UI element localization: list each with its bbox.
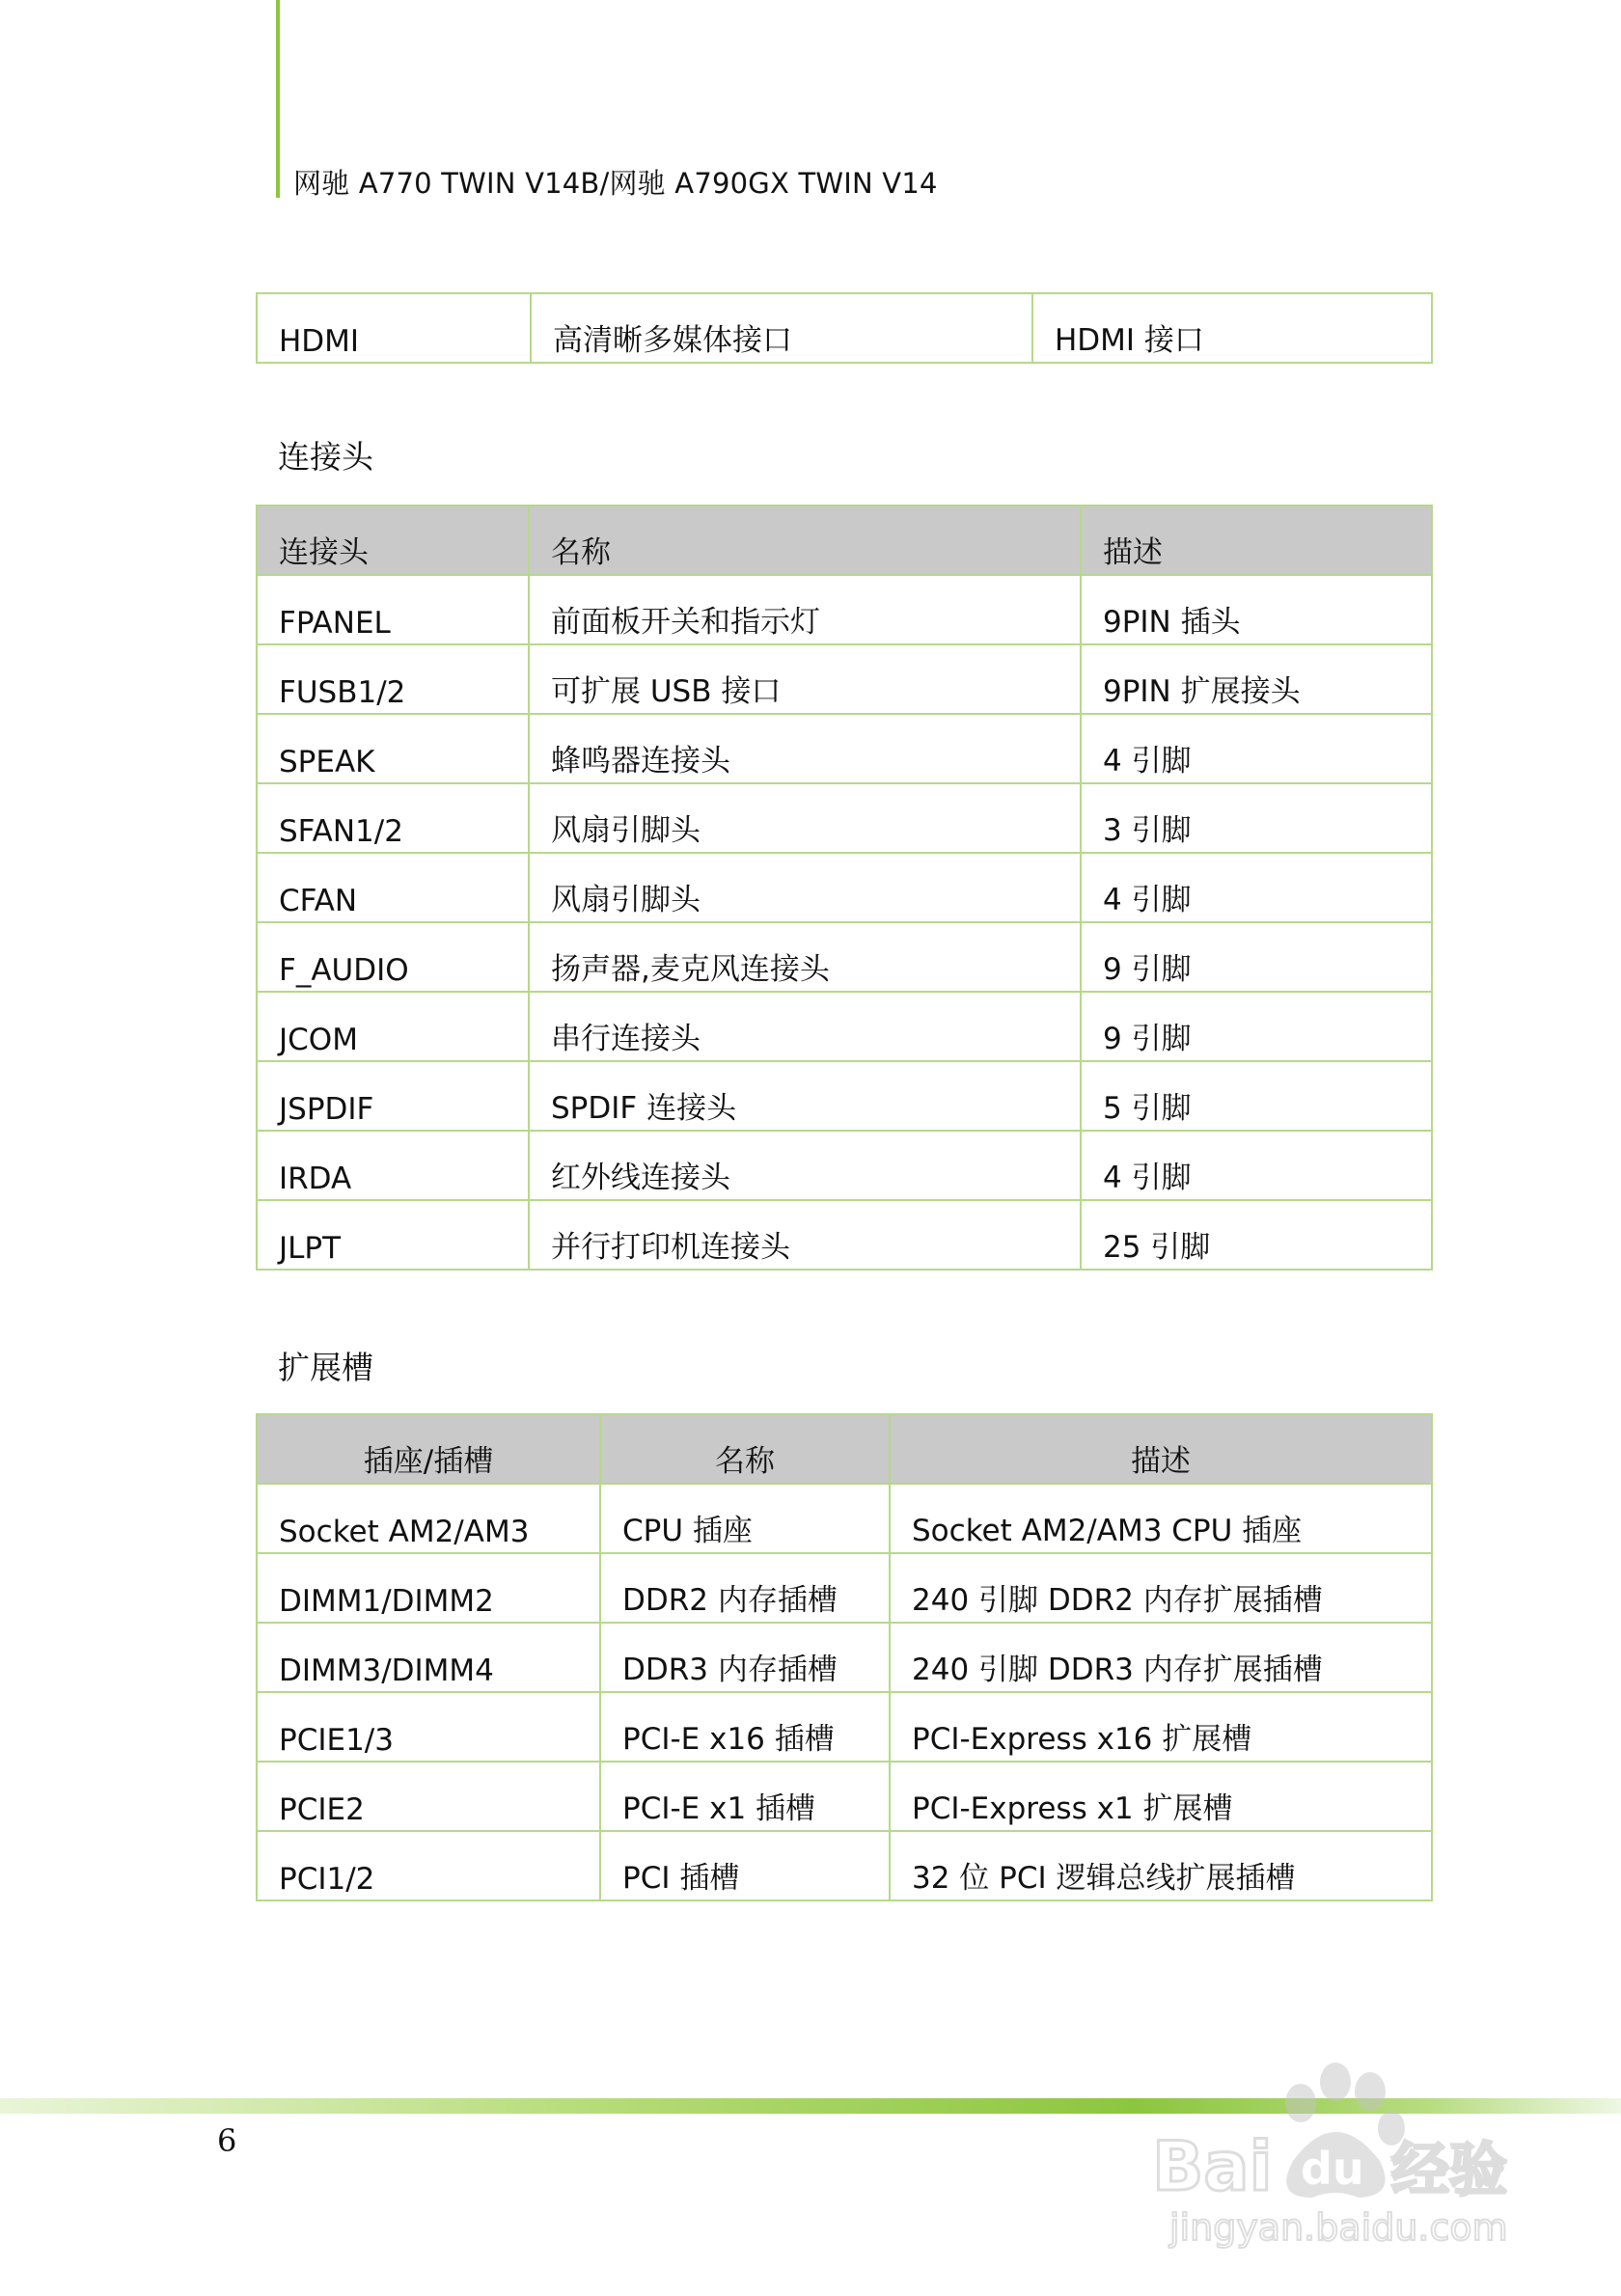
table-row xyxy=(257,714,1432,783)
table-row xyxy=(257,1131,1432,1200)
table-cell: DDR3 内存插槽 xyxy=(600,1623,890,1692)
connectors-section-title: 连接头 xyxy=(278,438,373,476)
table-cell: 9PIN 扩展接头 xyxy=(1081,644,1432,714)
table-cell: JSPDIF xyxy=(257,1061,529,1131)
table-cell: PCIE1/3 xyxy=(257,1692,600,1762)
table-cell: SPDIF 连接头 xyxy=(529,1061,1081,1131)
table-cell: PCI-Express x16 扩展槽 xyxy=(890,1692,1432,1762)
table-cell: JLPT xyxy=(257,1200,529,1270)
table-row xyxy=(257,1200,1432,1270)
watermark-brand-cn: 经验 xyxy=(1391,2137,1507,2204)
table-cell: SFAN1/2 xyxy=(257,783,529,853)
table-cell: DDR2 内存插槽 xyxy=(600,1553,890,1623)
table-row xyxy=(257,1692,1432,1762)
table-cell: PCI1/2 xyxy=(257,1831,600,1900)
table-cell: DIMM1/DIMM2 xyxy=(257,1553,600,1623)
table-cell: 9 引脚 xyxy=(1081,922,1432,992)
table-row xyxy=(257,1623,1432,1692)
table-row xyxy=(257,783,1432,853)
table-cell: 3 引脚 xyxy=(1081,783,1432,853)
table-cell: 32 位 PCI 逻辑总线扩展插槽 xyxy=(890,1831,1432,1900)
table-row xyxy=(257,853,1432,922)
connectors-table xyxy=(256,505,1433,1271)
column-header-name: 名称 xyxy=(600,1414,890,1484)
table-row xyxy=(257,1484,1432,1553)
table-cell: PCIE2 xyxy=(257,1762,600,1831)
table-row xyxy=(257,644,1432,714)
table-cell: Socket AM2/AM3 CPU 插座 xyxy=(890,1484,1432,1553)
table-cell: CPU 插座 xyxy=(600,1484,890,1553)
watermark-url: jingyan.baidu.com xyxy=(1169,2206,1508,2249)
table-cell: 4 引脚 xyxy=(1081,853,1432,922)
table-cell: 可扩展 USB 接口 xyxy=(529,644,1081,714)
table-cell: 4 引脚 xyxy=(1081,714,1432,783)
baidu-jingyan-watermark xyxy=(1139,2053,1525,2255)
table-cell: PCI-E x1 插槽 xyxy=(600,1762,890,1831)
table-row xyxy=(257,992,1432,1061)
table-cell: JCOM xyxy=(257,992,529,1061)
table-cell: 240 引脚 DDR3 内存扩展插槽 xyxy=(890,1623,1432,1692)
table-cell: SPEAK xyxy=(257,714,529,783)
table-cell: 25 引脚 xyxy=(1081,1200,1432,1270)
table-cell: 高清晰多媒体接口 xyxy=(531,293,1032,363)
column-header-slot: 插座/插槽 xyxy=(257,1414,600,1484)
table-cell: 9PIN 插头 xyxy=(1081,575,1432,644)
table-cell: Socket AM2/AM3 xyxy=(257,1484,600,1553)
slots-section-title: 扩展槽 xyxy=(278,1349,373,1386)
table-cell: 扬声器,麦克风连接头 xyxy=(529,922,1081,992)
table-cell: F_AUDIO xyxy=(257,922,529,992)
table-row xyxy=(257,1061,1432,1131)
table-cell: 风扇引脚头 xyxy=(529,783,1081,853)
table-cell: 5 引脚 xyxy=(1081,1061,1432,1131)
table-header-row xyxy=(257,1414,1432,1484)
table-cell: 红外线连接头 xyxy=(529,1131,1081,1200)
table-cell: 4 引脚 xyxy=(1081,1131,1432,1200)
table-cell: IRDA xyxy=(257,1131,529,1200)
table-cell: PCI 插槽 xyxy=(600,1831,890,1900)
table-cell: PCI-Express x1 扩展槽 xyxy=(890,1762,1432,1831)
hdmi-table xyxy=(256,292,1433,364)
table-cell: FPANEL xyxy=(257,575,529,644)
table-row xyxy=(257,575,1432,644)
header-accent-line xyxy=(276,0,280,198)
page-number: 6 xyxy=(217,2122,237,2159)
table-cell: PCI-E x16 插槽 xyxy=(600,1692,890,1762)
table-row xyxy=(257,1762,1432,1831)
table-row xyxy=(257,1831,1432,1900)
table-row xyxy=(257,922,1432,992)
table-cell: 并行打印机连接头 xyxy=(529,1200,1081,1270)
table-cell: 蜂鸣器连接头 xyxy=(529,714,1081,783)
column-header-description: 描述 xyxy=(1081,506,1432,575)
table-cell: FUSB1/2 xyxy=(257,644,529,714)
document-header-title: 网驰 A770 TWIN V14B/网驰 A790GX TWIN V14 xyxy=(293,167,938,200)
table-cell: 风扇引脚头 xyxy=(529,853,1081,922)
watermark-brand: Bai xyxy=(1152,2127,1273,2206)
column-header-connector: 连接头 xyxy=(257,506,529,575)
table-cell: 串行连接头 xyxy=(529,992,1081,1061)
table-cell: 前面板开关和指示灯 xyxy=(529,575,1081,644)
column-header-name: 名称 xyxy=(529,506,1081,575)
table-cell: CFAN xyxy=(257,853,529,922)
column-header-description: 描述 xyxy=(890,1414,1432,1484)
table-row xyxy=(257,1553,1432,1623)
table-cell: DIMM3/DIMM4 xyxy=(257,1623,600,1692)
table-header-row xyxy=(257,506,1432,575)
table-row xyxy=(257,293,1432,363)
table-cell: 240 引脚 DDR2 内存扩展插槽 xyxy=(890,1553,1432,1623)
table-cell: 9 引脚 xyxy=(1081,992,1432,1061)
slots-table xyxy=(256,1413,1433,1901)
table-cell: HDMI 接口 xyxy=(1032,293,1432,363)
watermark-brand-suffix: du xyxy=(1301,2143,1364,2195)
table-cell: HDMI xyxy=(257,293,531,363)
